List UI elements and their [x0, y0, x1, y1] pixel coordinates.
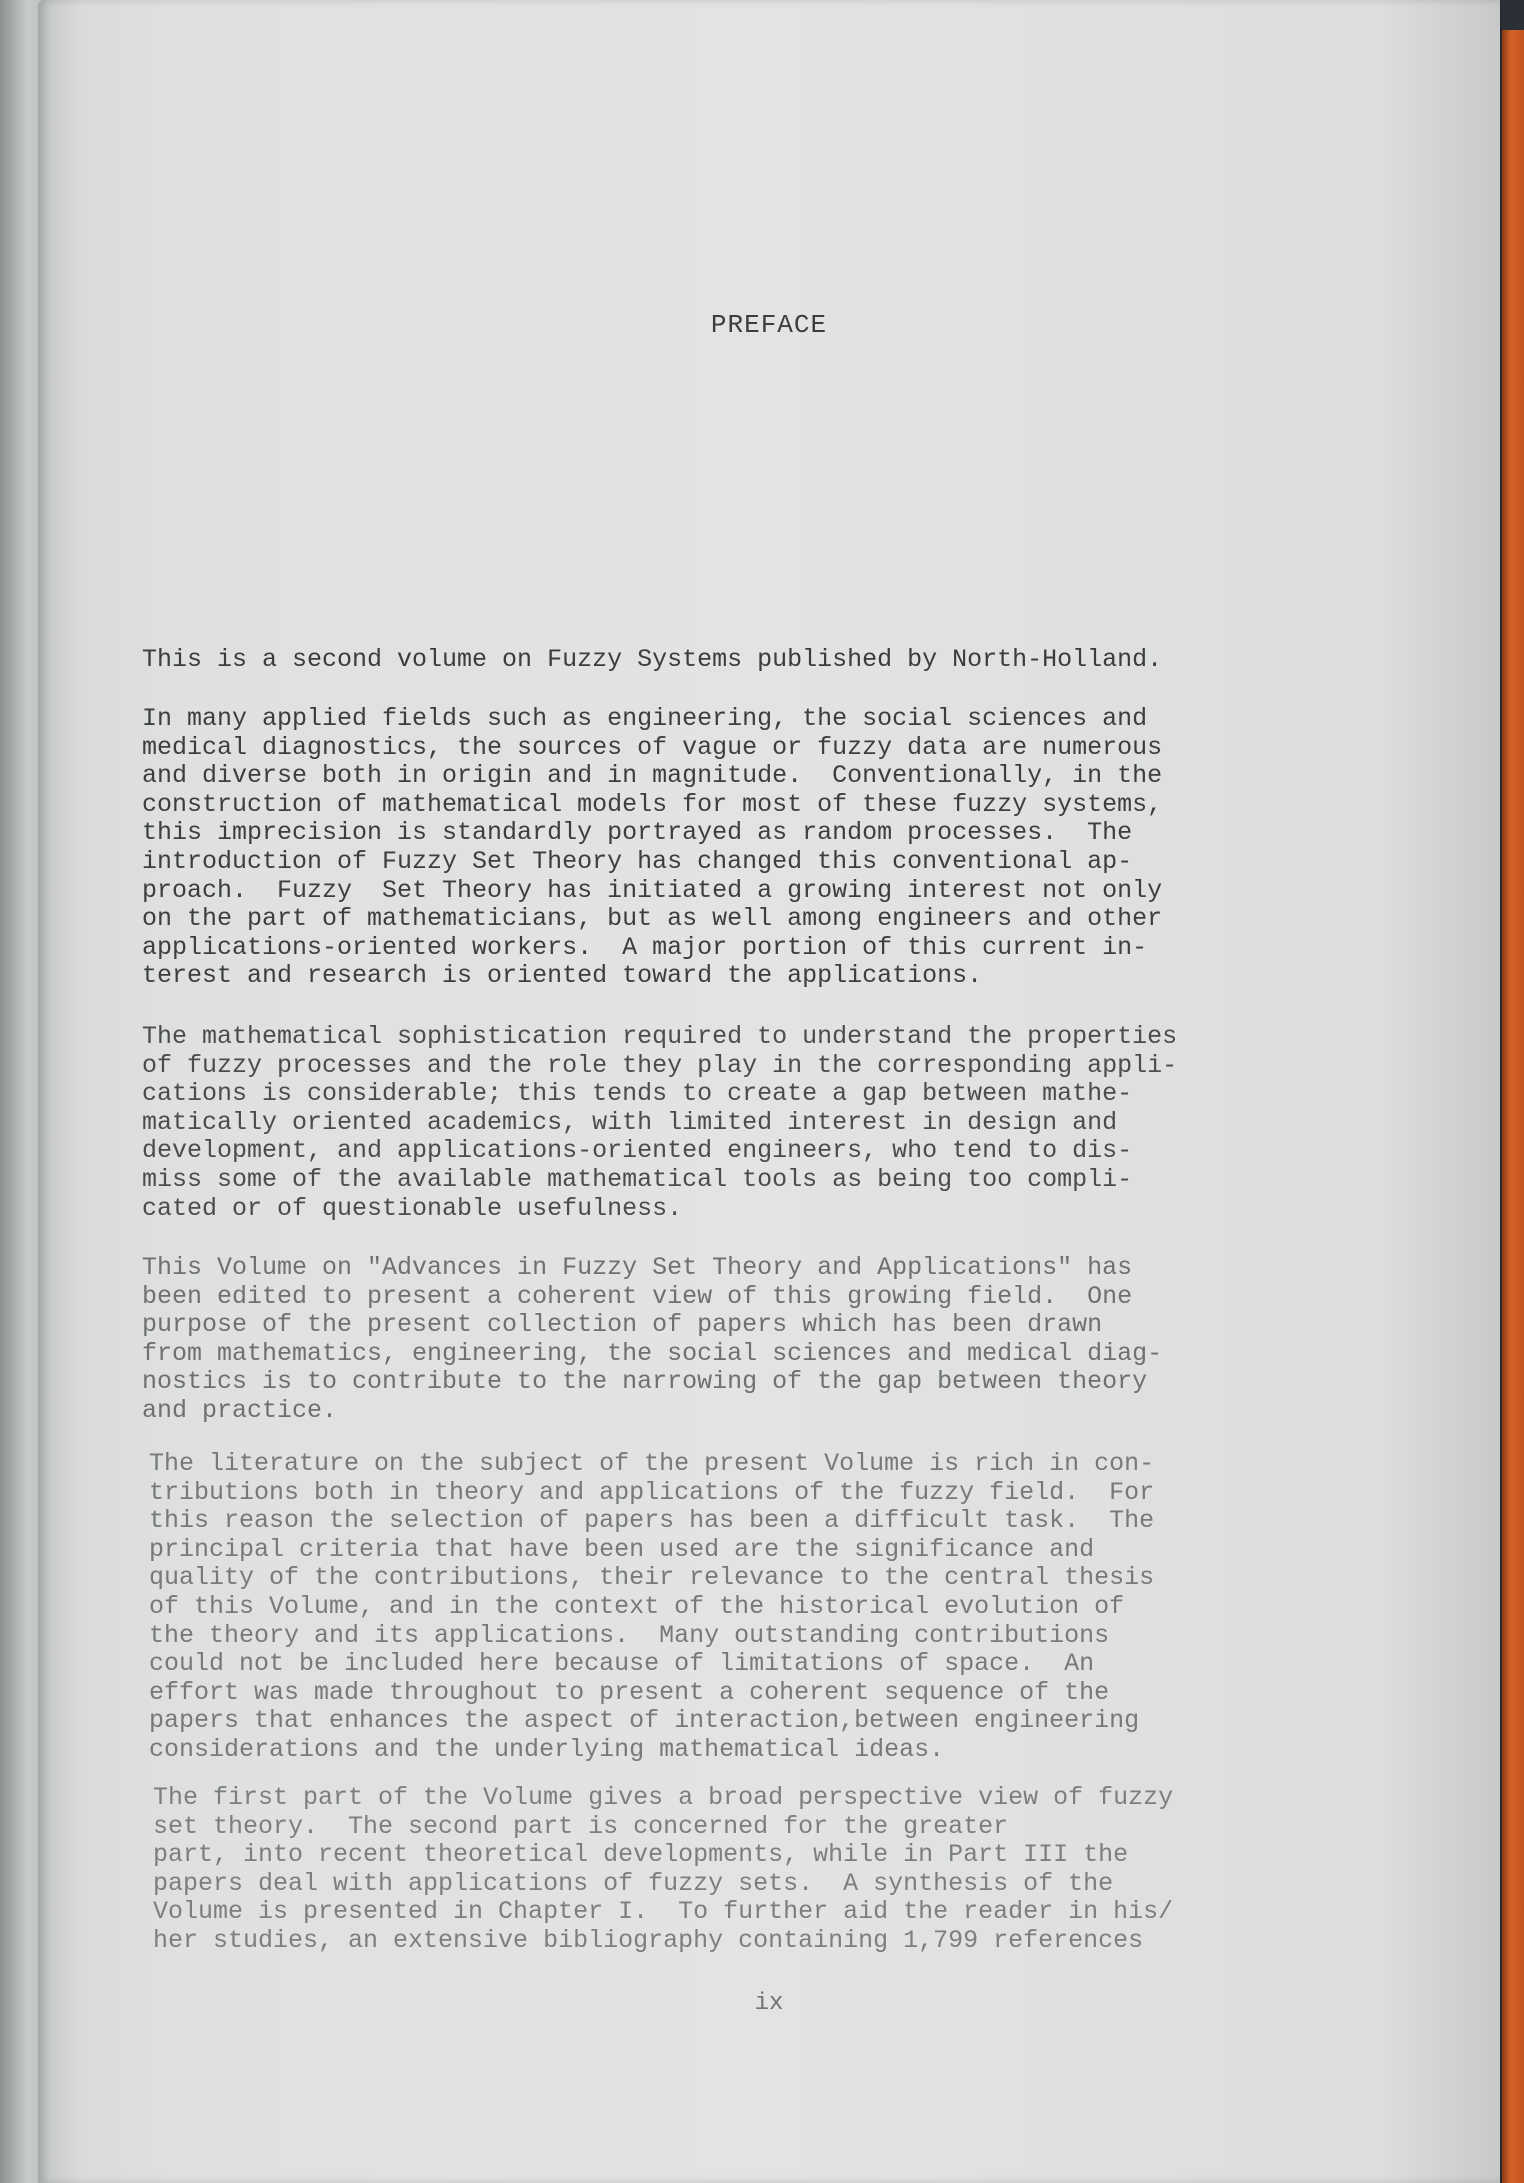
paragraph-4: This Volume on "Advances in Fuzzy Set Theory and Applications" has been edited to present a coherent view of this growing field. One purpose of the present collection of papers which has been drawn from mathematics, engineering, the social sciences and medical diag- nostics is to contribute to the narrowing of the gap between theory and practice. — [142, 1253, 1163, 1425]
paragraph-3: The mathematical sophistication required to understand the properties of fuzzy processes and the role they play in the corresponding appli- cations is considerable; this tends to create a gap between mathe- matically oriented academics, with limited interest in design and development, and applications-oriented engineers, who tend to dis- miss some of the available mathematical tools as being too compli- cated or of questionable usefulness. — [142, 1022, 1178, 1223]
paragraph-6: The first part of the Volume gives a broad perspective view of fuzzy set theory. The second part is concerned for the greater part, into recent theoretical developments, while in Part III the papers deal with applications of fuzzy sets. A synthesis of the Volume is presented in Chapter I. To further aid the reader in his/ her studies, an extensive bibliography containing 1,799 references — [153, 1783, 1174, 1955]
page-title: PREFACE — [710, 310, 828, 340]
page-number: ix — [754, 1990, 784, 2017]
paragraph-1: This is a second volume on Fuzzy Systems published by North-Holland. — [142, 645, 1163, 674]
paragraph-2: In many applied fields such as engineering, the social sciences and medical diagnostics, the sources of vague or fuzzy data are numerous and diverse both in origin and in magnitude. Conventionally, in the construction of mathematical models for most of these fuzzy systems, this imprecision is standardly portrayed as random processes. The introduction of Fuzzy Set Theory has changed this conventional ap- proach. Fuzzy Set Theory has initiated a growing interest not only on the part of mathematicians, but as well among engineers and other applications-oriented workers. A major portion of this current in- terest and research is oriented toward the applications. — [142, 704, 1163, 991]
book-page — [38, 0, 1500, 2183]
paragraph-5: The literature on the subject of the present Volume is rich in con- tributions both in theory and applications of the fuzzy field. For this reason the selection of papers has been a difficult task. The principal criteria that have been used are the significance and quality of the contributions, their relevance to the central thesis of this Volume, and in the context of the historical evolution of the theory and its applications. Many outstanding contributions could not be included here because of limitations of space. An effort was made throughout to present a coherent sequence of the papers that enhances the aspect of interaction,between engineering considerations and the underlying mathematical ideas. — [149, 1449, 1155, 1764]
book-cover-edge — [1502, 30, 1524, 2183]
